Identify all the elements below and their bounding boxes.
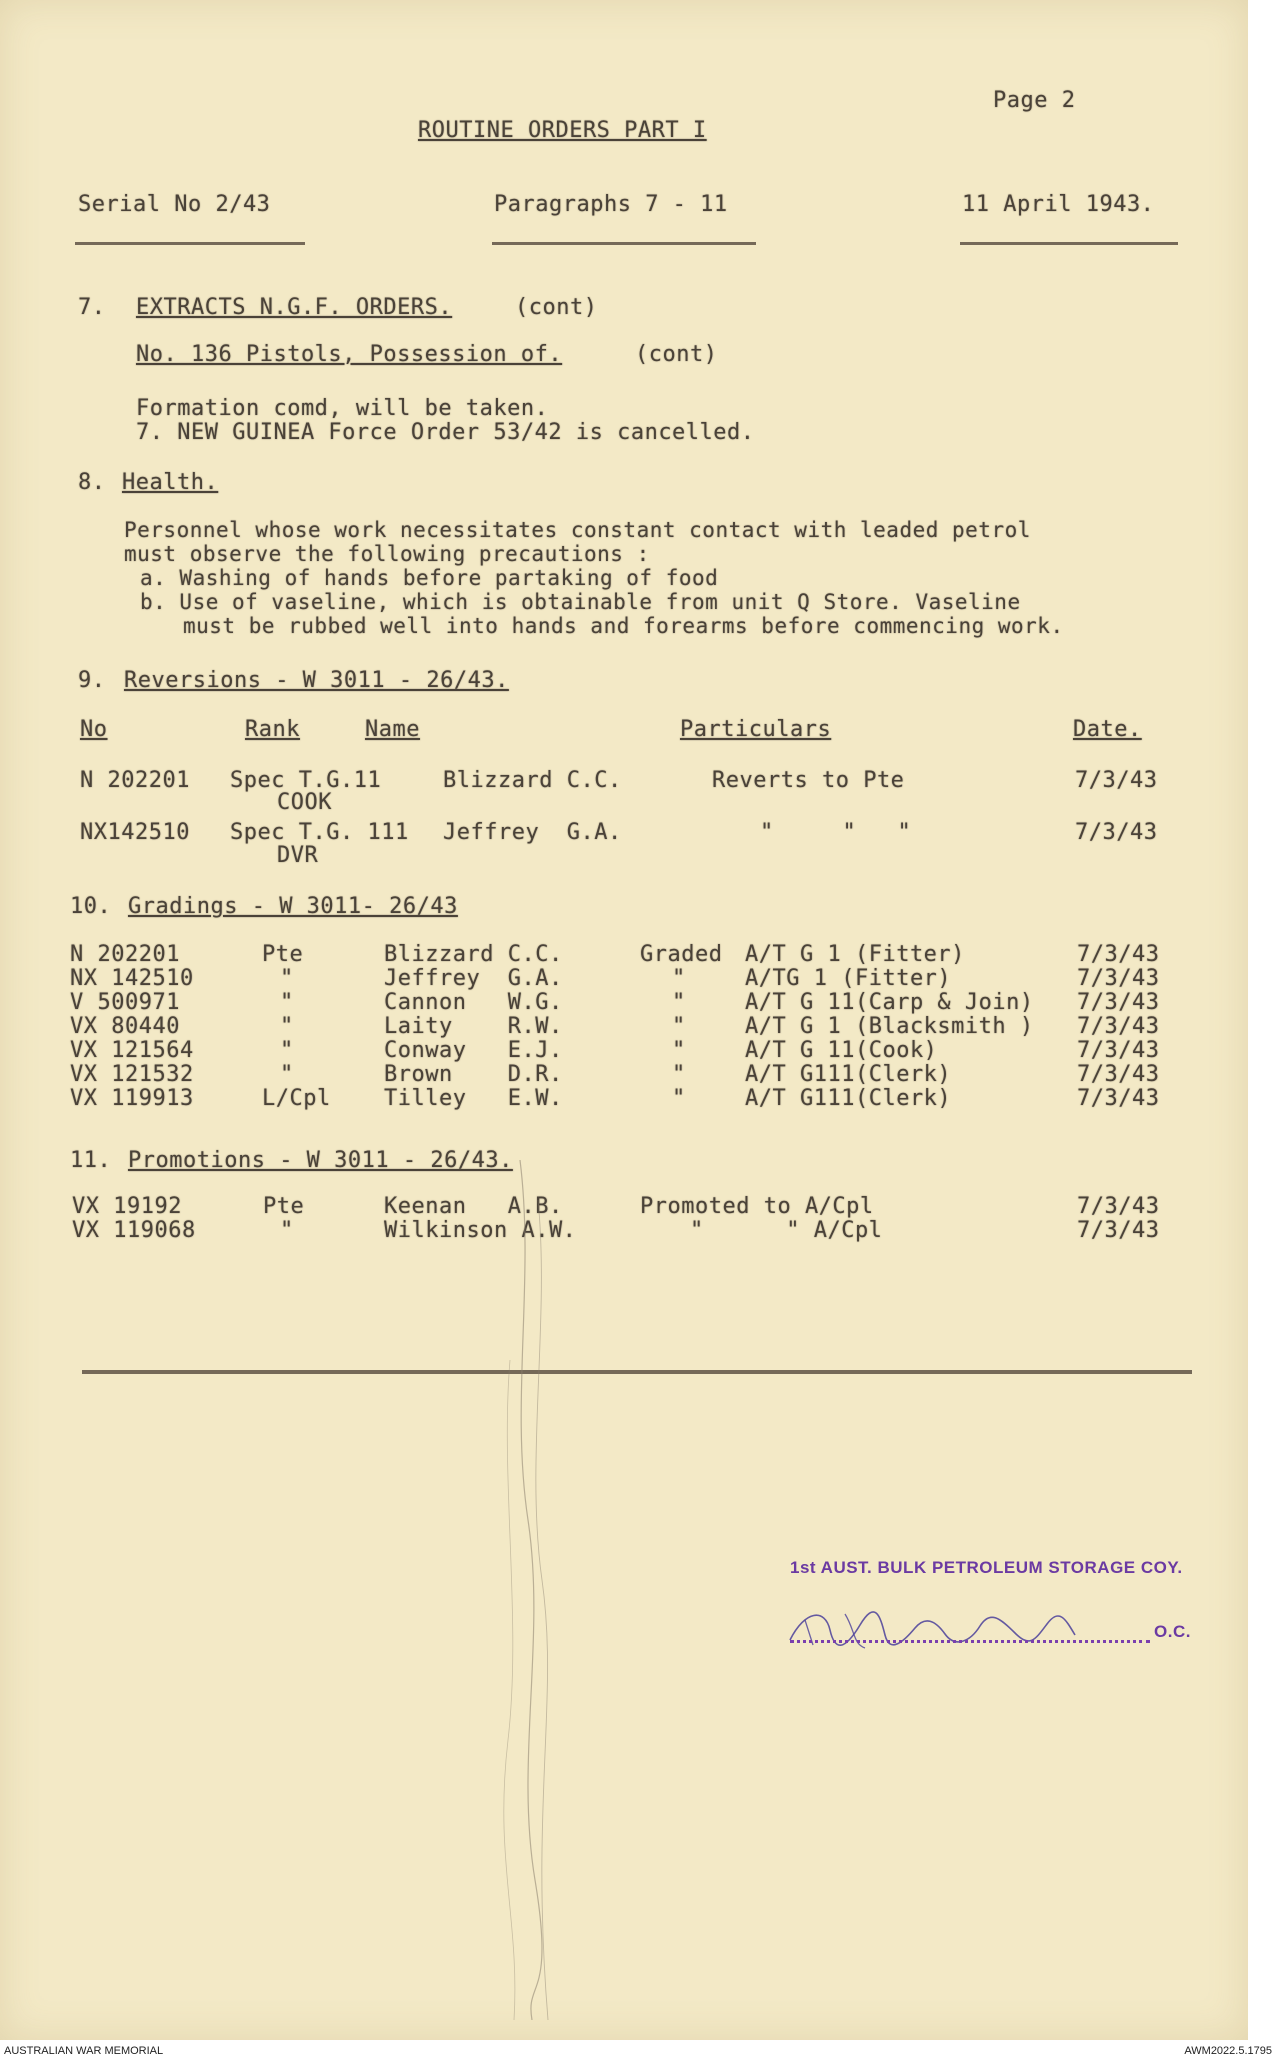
table-cell: " <box>280 1014 294 1039</box>
table-cell: 7/3/43 <box>1077 966 1160 991</box>
table-cell: DVR <box>277 843 319 868</box>
header-rule <box>75 242 305 245</box>
unit-stamp: 1st AUST. BULK PETROLEUM STORAGE COY. <box>790 1558 1183 1577</box>
table-cell: " " " <box>760 820 912 845</box>
table-cell: NX142510 <box>80 820 190 845</box>
footer-source: AUSTRALIAN WAR MEMORIAL <box>4 2045 164 2057</box>
table-cell: COOK <box>277 790 332 815</box>
table-cell: Jeffrey G.A. <box>384 966 563 991</box>
table-cell: 7/3/43 <box>1077 942 1160 967</box>
table-cell: VX 121564 <box>70 1038 194 1063</box>
section-heading: Reversions - W 3011 - 26/43. <box>124 668 509 693</box>
oc-label: O.C. <box>1154 1622 1191 1641</box>
section-heading: Gradings - W 3011- 26/43 <box>128 894 458 919</box>
table-cell: Spec T.G. 111 <box>230 820 409 845</box>
column-header-rank: Rank <box>245 717 300 742</box>
list-item: b. Use of vaseline, which is obtainable from unit Q Store. Vaseline <box>140 590 1021 614</box>
table-cell: " <box>280 990 294 1015</box>
paper-crease <box>480 1160 580 2020</box>
section-heading: Promotions - W 3011 - 26/43. <box>128 1148 513 1173</box>
table-cell: VX 119068 <box>72 1218 196 1243</box>
table-cell: 7/3/43 <box>1077 1086 1160 1111</box>
header-rule <box>492 242 756 245</box>
table-cell: Promoted to A/Cpl <box>640 1194 874 1219</box>
table-cell: N 202201 <box>70 942 180 967</box>
table-cell: 7/3/43 <box>1075 820 1158 845</box>
table-cell: Reverts to Pte <box>712 768 905 793</box>
table-cell: Spec T.G.11 <box>230 768 382 793</box>
table-cell: " <box>672 966 686 991</box>
section-heading: EXTRACTS N.G.F. ORDERS. <box>136 295 453 320</box>
paragraph-range: Paragraphs 7 - 11 <box>494 192 728 217</box>
table-cell: A/T G111(Clerk) <box>745 1062 952 1087</box>
section-number: 9. <box>78 668 106 693</box>
table-cell: Laity R.W. <box>384 1014 563 1039</box>
column-header-particulars: Particulars <box>680 717 832 742</box>
table-cell: NX 142510 <box>70 966 194 991</box>
table-cell: Graded <box>640 942 723 967</box>
table-cell: Cannon W.G. <box>384 990 563 1015</box>
list-item: must be rubbed well into hands and forearms before commencing work. <box>183 614 1064 638</box>
document-title: ROUTINE ORDERS PART I <box>418 118 707 143</box>
table-cell: Tilley E.W. <box>384 1086 563 1111</box>
paragraph-line: must observe the following precautions : <box>124 542 650 566</box>
sub-heading: No. 136 Pistols, Possession of. <box>136 342 563 367</box>
serial-number: Serial No 2/43 <box>78 192 271 217</box>
footer-accession: AWM2022.5.1795 <box>1184 2045 1272 2057</box>
table-cell: N 202201 <box>80 768 190 793</box>
table-cell: Blizzard C.C. <box>443 768 622 793</box>
table-cell: L/Cpl <box>262 1086 331 1111</box>
table-cell: 7/3/43 <box>1077 1038 1160 1063</box>
table-cell: 7/3/43 <box>1077 1218 1160 1243</box>
section-heading: Health. <box>122 470 219 495</box>
signature <box>785 1600 1155 1660</box>
paragraph-line: 7. NEW GUINEA Force Order 53/42 is cancelled. <box>136 420 755 445</box>
paragraph-line: Formation comd, will be taken. <box>136 396 549 421</box>
table-cell: 7/3/43 <box>1077 1014 1160 1039</box>
table-cell: VX 121532 <box>70 1062 194 1087</box>
table-cell: Brown D.R. <box>384 1062 563 1087</box>
table-cell: 7/3/43 <box>1077 990 1160 1015</box>
column-header-name: Name <box>365 717 420 742</box>
table-cell: Wilkinson A.W. <box>384 1218 577 1243</box>
table-cell: " <box>280 1062 294 1087</box>
table-cell: " <box>672 1062 686 1087</box>
closing-rule <box>82 1370 1192 1374</box>
header-rule <box>960 242 1178 245</box>
table-cell: A/T G111(Clerk) <box>745 1086 952 1111</box>
table-cell: Jeffrey G.A. <box>443 820 622 845</box>
table-cell: 7/3/43 <box>1075 768 1158 793</box>
table-cell: V 500971 <box>70 990 180 1015</box>
table-cell: 7/3/43 <box>1077 1062 1160 1087</box>
sub-heading-suffix: (cont) <box>635 342 718 367</box>
table-cell: A/TG 1 (Fitter) <box>745 966 952 991</box>
table-cell: VX 19192 <box>72 1194 182 1219</box>
table-cell: " <box>672 1086 686 1111</box>
table-cell: Pte <box>262 942 304 967</box>
section-number: 7. <box>78 295 106 320</box>
table-cell: Pte <box>263 1194 305 1219</box>
table-cell: Conway E.J. <box>384 1038 563 1063</box>
section-heading-suffix: (cont) <box>515 295 598 320</box>
section-number: 10. <box>70 894 112 919</box>
table-cell: A/T G 11(Carp & Join) <box>745 990 1034 1015</box>
table-cell: " <box>672 1038 686 1063</box>
table-cell: 7/3/43 <box>1077 1194 1160 1219</box>
section-number: 11. <box>70 1148 112 1173</box>
table-cell: A/T G 1 (Fitter) <box>745 942 965 967</box>
table-cell: Blizzard C.C. <box>384 942 563 967</box>
paragraph-line: Personnel whose work necessitates constant contact with leaded petrol <box>124 518 1031 542</box>
column-header-no: No <box>80 717 108 742</box>
table-cell: " <box>280 1218 294 1243</box>
table-cell: " <box>280 1038 294 1063</box>
table-cell: " <box>672 990 686 1015</box>
table-cell: " " A/Cpl <box>690 1218 883 1243</box>
table-cell: A/T G 1 (Blacksmith ) <box>745 1014 1034 1039</box>
list-item: a. Washing of hands before partaking of food <box>140 566 719 590</box>
column-header-date: Date. <box>1073 717 1142 742</box>
table-cell: " <box>672 1014 686 1039</box>
section-number: 8. <box>78 470 106 495</box>
table-cell: VX 80440 <box>70 1014 180 1039</box>
signature-line <box>790 1640 1150 1643</box>
table-cell: Keenan A.B. <box>384 1194 563 1219</box>
table-cell: A/T G 11(Cook) <box>745 1038 938 1063</box>
page-number: Page 2 <box>993 88 1076 113</box>
document-date: 11 April 1943. <box>962 192 1155 217</box>
table-cell: VX 119913 <box>70 1086 194 1111</box>
table-cell: " <box>280 966 294 991</box>
